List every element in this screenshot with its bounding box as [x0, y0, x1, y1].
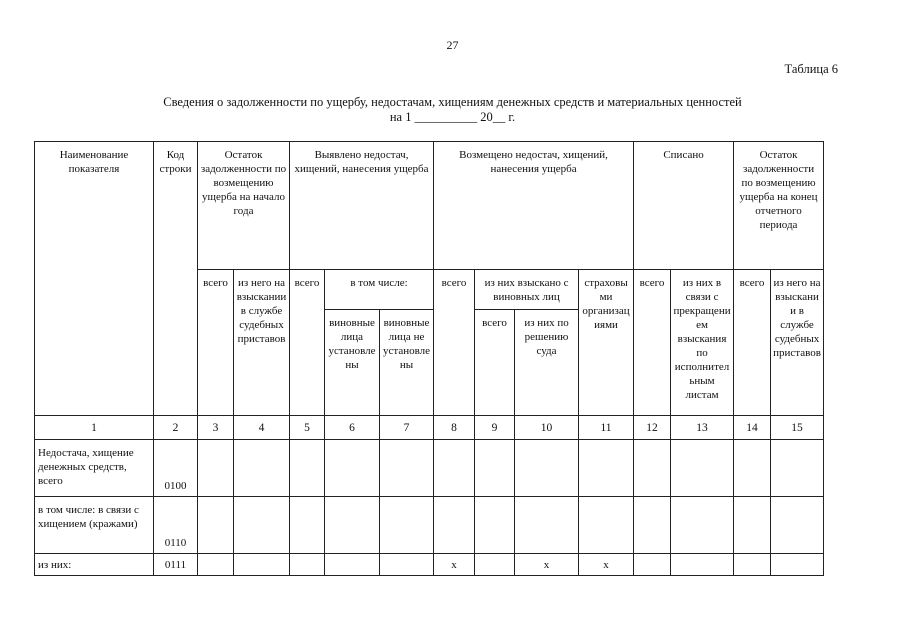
data-cell: [290, 440, 325, 497]
header-persons-established: виновные лица установлены: [325, 310, 380, 416]
data-cell: [634, 554, 671, 576]
data-cell: [771, 497, 824, 554]
data-cell: [771, 440, 824, 497]
row-code: 0100: [154, 440, 198, 497]
data-cell: [325, 554, 380, 576]
data-cell: [579, 497, 634, 554]
header-compensated: Возмещено недостач, хищений, нанесения ущерба: [434, 142, 634, 270]
data-cell: x: [579, 554, 634, 576]
data-cell: [434, 440, 475, 497]
data-cell: [198, 554, 234, 576]
data-cell: [579, 440, 634, 497]
table-row: [35, 497, 824, 554]
data-cell: [380, 497, 434, 554]
data-cell: x: [434, 554, 475, 576]
data-cell: [325, 497, 380, 554]
header-from-guilty: из них взыскано с виновных лиц: [475, 270, 579, 310]
column-number: 4: [234, 416, 290, 440]
debt-report-table: [34, 141, 824, 576]
header-total-9: всего: [475, 310, 515, 416]
data-cell: [771, 554, 824, 576]
header-name: Наименование показателя: [35, 142, 154, 416]
column-number: 11: [579, 416, 634, 440]
header-bailiff-15: из него на взыскании в службе судебных приставов: [771, 270, 824, 416]
header-total-5: всего: [290, 270, 325, 416]
data-cell: [380, 440, 434, 497]
header-total-8: всего: [434, 270, 475, 416]
data-cell: [290, 497, 325, 554]
data-cell: [634, 440, 671, 497]
data-cell: [234, 440, 290, 497]
column-number: 15: [771, 416, 824, 440]
data-cell: [671, 497, 734, 554]
header-terminated: из них в связи с прекращением взыскания по исполнительным листам: [671, 270, 734, 416]
row-name: в том числе: в связи с хищением (кражами): [35, 497, 154, 554]
header-balance-start: Остаток задолженности по возмещению ущерба на начало года: [198, 142, 290, 270]
header-written-off: Списано: [634, 142, 734, 270]
header-total-3: всего: [198, 270, 234, 416]
header-including: в том числе:: [325, 270, 434, 310]
title-line-1: Сведения о задолженности по ущербу, недостачам, хищениям денежных средств и материальных ценностей: [163, 95, 742, 109]
column-number: 12: [634, 416, 671, 440]
data-cell: [671, 554, 734, 576]
data-cell: [198, 440, 234, 497]
header-total-14: всего: [734, 270, 771, 416]
data-cell: [734, 554, 771, 576]
table-row: [35, 440, 824, 497]
row-code: 0110: [154, 497, 198, 554]
header-row-1: [35, 142, 824, 270]
data-cell: [234, 554, 290, 576]
data-cell: x: [515, 554, 579, 576]
header-persons-not-established: виновные лица не установлены: [380, 310, 434, 416]
header-insurance: страховыми организациями: [579, 270, 634, 416]
header-total-12: всего: [634, 270, 671, 416]
header-by-court: из них по решению суда: [515, 310, 579, 416]
data-cell: [434, 497, 475, 554]
column-number: 10: [515, 416, 579, 440]
column-number: 1: [35, 416, 154, 440]
header-bailiff-4: из него на взыскании в службе судебных приставов: [234, 270, 290, 416]
column-number: 5: [290, 416, 325, 440]
data-cell: [475, 497, 515, 554]
row-code: 0111: [154, 554, 198, 576]
data-cell: [734, 440, 771, 497]
column-number: 3: [198, 416, 234, 440]
column-number: 14: [734, 416, 771, 440]
data-cell: [671, 440, 734, 497]
page-title: [0, 95, 905, 125]
table-label: Таблица 6: [784, 62, 838, 76]
column-number: 8: [434, 416, 475, 440]
column-number: 2: [154, 416, 198, 440]
data-cell: [234, 497, 290, 554]
data-cell: [634, 497, 671, 554]
table-row: [35, 554, 824, 576]
data-cell: [198, 497, 234, 554]
header-revealed: Выявлено недостач, хищений, нанесения ущерба: [290, 142, 434, 270]
header-balance-end: Остаток задолженности по возмещению ущерба на конец отчетного периода: [734, 142, 824, 270]
data-cell: [290, 554, 325, 576]
column-number: 7: [380, 416, 434, 440]
column-number: 9: [475, 416, 515, 440]
row-name: из них:: [35, 554, 154, 576]
data-cell: [380, 554, 434, 576]
data-cell: [515, 497, 579, 554]
data-cell: [515, 440, 579, 497]
title-line-2: на 1 __________ 20__ г.: [389, 110, 516, 124]
column-number: 6: [325, 416, 380, 440]
column-number: 13: [671, 416, 734, 440]
data-cell: [475, 554, 515, 576]
data-cell: [475, 440, 515, 497]
header-code: Код строки: [154, 142, 198, 416]
column-number-row: [35, 416, 824, 440]
data-cell: [734, 497, 771, 554]
page-number: 27: [446, 38, 459, 52]
row-name: Недостача, хищение денежных средств, всего: [35, 440, 154, 497]
data-cell: [325, 440, 380, 497]
